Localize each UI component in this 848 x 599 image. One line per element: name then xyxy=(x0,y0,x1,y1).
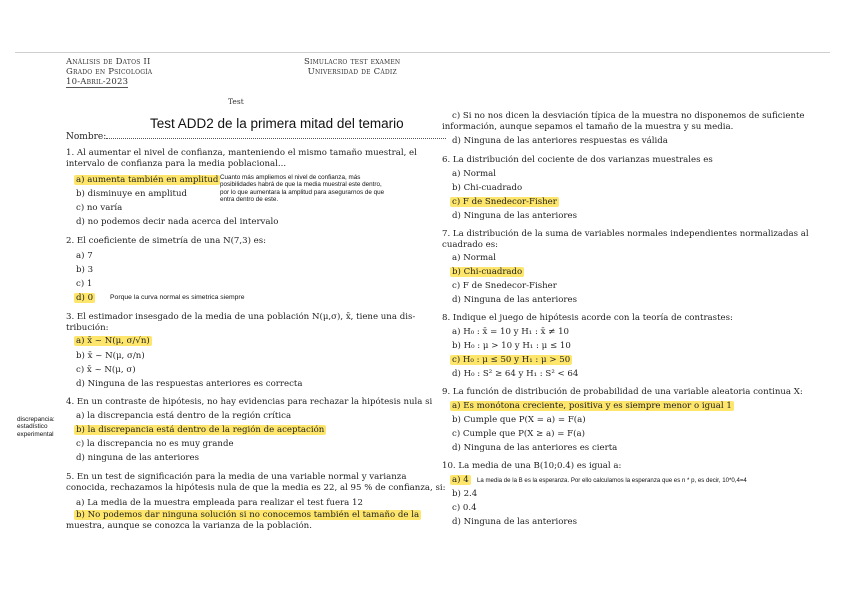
q1-option-d[interactable]: d) no podemos decir nada acerca del intervalo xyxy=(76,217,279,227)
q2-option-d[interactable] xyxy=(76,293,95,304)
test-label: Test xyxy=(228,97,244,106)
q4-margin-line1: discrepancia: xyxy=(17,416,55,423)
q1-note-line4: entra dentro de este. xyxy=(220,196,279,204)
q5-option-b-line2: muestra, aunque se conozca la varianza de la población. xyxy=(66,520,312,531)
q10-option-a-label: a) 4 xyxy=(452,475,469,485)
question-1 xyxy=(66,148,417,170)
q5-option-c-line1: c) Si no nos dicen la desviación típica de la muestra no disponemos de suficiente xyxy=(452,111,805,121)
question-1-text-line1: 1. Al aumentar el nivel de confianza, manteniendo el mismo tamaño muestral, el xyxy=(66,148,417,158)
page-title: Test ADD2 de la primera mitad del temario xyxy=(150,116,404,131)
question-6: 6. La distribución del cociente de dos varianzas muestrales es xyxy=(442,155,713,165)
q1-option-c[interactable]: c) no varía xyxy=(76,203,123,213)
q1-handwritten-note xyxy=(220,174,384,204)
q7-option-b[interactable] xyxy=(452,267,524,278)
question-9: 9. La función de distribución de probabilidad de una variable aleatoria continua X: xyxy=(442,387,803,397)
q5-option-c-line2: información, aunque sepamos el tamaño de la muestra y su media. xyxy=(442,121,734,132)
course-name: Análisis de Datos II xyxy=(66,57,151,67)
q7-option-b-label: b) Chi-cuadrado xyxy=(452,267,523,277)
q4-option-c[interactable]: c) la discrepancia no es muy grande xyxy=(76,439,234,449)
q8-option-b[interactable]: b) H₀ : μ > 10 y H₁ : μ ≤ 10 xyxy=(452,341,571,351)
q10-option-d[interactable]: d) Ninguna de las anteriores xyxy=(452,517,577,527)
question-7 xyxy=(442,229,809,251)
name-label: Nombre: xyxy=(66,132,107,142)
q2-option-a[interactable]: a) 7 xyxy=(76,251,93,261)
q10-option-c[interactable]: c) 0.4 xyxy=(452,503,477,513)
q5-option-d[interactable]: d) Ninguna de las anteriores respuestas es válida xyxy=(452,136,668,146)
q7-option-a[interactable]: a) Normal xyxy=(452,253,497,263)
q10-option-b[interactable]: b) 2.4 xyxy=(452,489,478,499)
q4-margin-note xyxy=(17,416,55,438)
q1-note-line3: por lo que aumentara la amplitud para asegurarnos de que xyxy=(220,188,385,196)
q2-option-c[interactable]: c) 1 xyxy=(76,279,93,289)
q3-option-a[interactable] xyxy=(76,336,152,347)
question-7-text-line1: 7. La distribución de la suma de variables normales independientes normalizadas al xyxy=(442,229,809,239)
question-1-text-line2: intervalo de confianza para la media poblacional... xyxy=(66,158,287,169)
question-4: 4. En un contraste de hipótesis, no hay evidencias para rechazar la hipótesis nula si xyxy=(66,397,433,407)
q5-option-a[interactable]: a) La media de la muestra empleada para realizar el test fuera 12 xyxy=(76,498,363,508)
university-name: Universidad de Cádiz xyxy=(307,67,397,77)
q1-option-b[interactable]: b) disminuye en amplitud xyxy=(76,189,187,199)
q8-option-c-label: c) H₀ : μ ≤ 50 y H₁ : μ > 50 xyxy=(452,355,571,365)
exam-type: Simulacro test examen xyxy=(304,57,401,67)
q8-option-c[interactable] xyxy=(452,355,572,366)
q9-option-d[interactable]: d) Ninguna de las anteriores es cierta xyxy=(452,443,618,453)
q7-option-c[interactable]: c) F de Snedecor-Fisher xyxy=(452,281,557,291)
q5-option-b-label: b) No podemos dar ninguna solución si no conocemos también el tamaño de la xyxy=(76,510,420,520)
q6-option-d[interactable]: d) Ninguna de las anteriores xyxy=(452,211,577,221)
q4-option-b-label: b) la discrepancia está dentro de la región de aceptación xyxy=(76,425,325,435)
degree-name: Grado en Psicología xyxy=(66,67,153,77)
q3-option-d[interactable]: d) Ninguna de las respuestas anteriores es correcta xyxy=(76,379,303,389)
q4-option-d[interactable]: d) ninguna de las anteriores xyxy=(76,453,199,463)
q1-option-a-label: a) aumenta también en amplitud xyxy=(76,175,219,185)
q1-note-line1: Cuanto más ampliemos el nivel de confianza, más xyxy=(220,174,361,181)
question-3-text-line2: tribución: xyxy=(66,322,109,333)
q6-option-c[interactable] xyxy=(452,197,559,208)
q3-option-b[interactable]: b) x̄ ~ N(μ, σ/n) xyxy=(76,351,145,361)
question-7-text-line2: cuadrado es: xyxy=(442,239,499,250)
q3-option-a-label: a) x̄ ~ N(μ, σ/√n) xyxy=(76,336,150,346)
q1-note-line2: posibilidades habrá de que la media muestral este dentro, xyxy=(220,181,382,189)
header-left-block xyxy=(66,57,152,88)
question-2: 2. El coeficiente de simetría de una N(7,3) es: xyxy=(66,236,267,246)
q2-option-d-label: d) 0 xyxy=(76,293,94,303)
q9-option-a[interactable] xyxy=(452,401,734,412)
name-field[interactable] xyxy=(66,129,446,142)
q10-option-a[interactable] xyxy=(452,475,471,486)
q7-option-d[interactable]: d) Ninguna de las anteriores xyxy=(452,295,577,305)
question-3-text-line1: 3. El estimador insesgado de la media de una población N(μ,σ), x̄, tiene una dis- xyxy=(66,312,416,322)
page-top-border xyxy=(15,52,830,53)
q9-option-a-label: a) Es monótona creciente, positiva y es siempre menor o igual 1 xyxy=(452,401,732,411)
q4-margin-line2: estadístico xyxy=(17,423,48,431)
q2-option-b[interactable]: b) 3 xyxy=(76,265,94,275)
q9-option-b[interactable]: b) Cumple que P(X = a) = F(a) xyxy=(452,415,586,425)
q8-option-d[interactable]: d) H₀ : S² ≥ 64 y H₁ : S² < 64 xyxy=(452,369,579,379)
q6-option-c-label: c) F de Snedecor-Fisher xyxy=(452,197,557,207)
q4-margin-line3: experimental xyxy=(17,430,54,438)
q5-option-c[interactable] xyxy=(442,111,805,133)
exam-date: 10-Abril-2023 xyxy=(66,77,129,87)
name-dotted-line xyxy=(106,129,446,139)
q9-option-c[interactable]: c) Cumple que P(X ≥ a) = F(a) xyxy=(452,429,585,439)
header-right-block xyxy=(304,57,400,77)
question-3 xyxy=(66,312,415,334)
question-10: 10. La media de una B(10;0.4) es igual a: xyxy=(442,461,622,471)
q6-option-a[interactable]: a) Normal xyxy=(452,169,497,179)
q1-option-a[interactable] xyxy=(76,175,220,186)
q6-option-b[interactable]: b) Chi-cuadrado xyxy=(452,183,523,193)
q3-option-c[interactable]: c) x̄ ~ N(μ, σ) xyxy=(76,365,136,375)
q5-option-b[interactable] xyxy=(66,510,421,532)
q4-option-b[interactable] xyxy=(76,425,326,436)
q4-option-a[interactable]: a) la discrepancia está dentro de la región crítica xyxy=(76,411,292,421)
question-5 xyxy=(66,472,446,494)
q8-option-a[interactable]: a) H₀ : x̄ = 10 y H₁ : x̄ ≠ 10 xyxy=(452,327,570,337)
question-8: 8. Indique el juego de hipótesis acorde con la teoría de contrastes: xyxy=(442,313,733,323)
question-5-text-line2: conocida, rechazamos la hipótesis nula de que la media es 22, al 95 % de confianza, si: xyxy=(66,482,446,493)
q2-handwritten-note: Porque la curva normal es simetrica siempre xyxy=(110,294,245,301)
q10-handwritten-note: La media de la B es la esperanza. Por ello calculamos la esperanza que es n * p, es decir, 10*0,4=4 xyxy=(477,477,747,484)
question-5-text-line1: 5. En un test de significación para la media de una variable normal y varianza xyxy=(66,472,407,482)
